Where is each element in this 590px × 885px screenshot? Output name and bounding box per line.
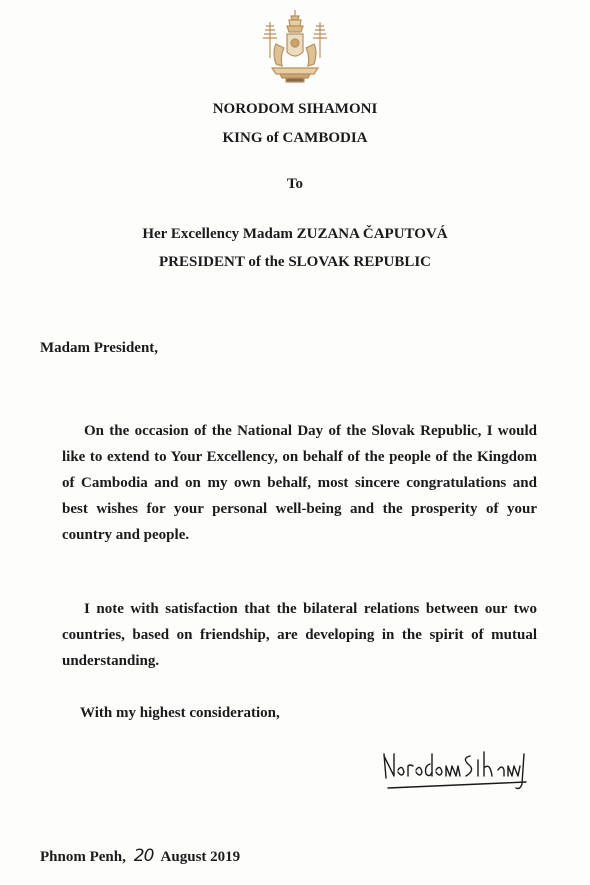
body-paragraph-2 [62, 596, 537, 674]
handwritten-signature-icon [380, 748, 530, 794]
closing: With my highest consideration, [80, 705, 280, 721]
recipient-title: PRESIDENT of the SLOVAK REPUBLIC [159, 254, 431, 270]
recipient-name: Her Excellency Madam ZUZANA ČAPUTOVÁ [142, 226, 448, 242]
body-paragraph-1 [62, 418, 537, 548]
body-paragraph-1-text: On the occasion of the National Day of the Slovak Republic, I would like to extend to Your Excellency, on behalf of the people of the Kingdom of Cambodia and on my own behalf, most sincere congratulations and best wishes for your personal well-being and the prosperity of your country and people. [62, 423, 537, 543]
date-day: 20 [133, 846, 154, 866]
sender-title: KING of CAMBODIA [222, 130, 368, 146]
place-date [40, 846, 240, 866]
date-month-year: August 2019 [160, 849, 241, 865]
salutation: Madam President, [40, 340, 159, 356]
body-paragraph-2-text: I note with satisfaction that the bilateral relations between our two countries, based on friendship, are developing in the spirit of mutual understanding. [62, 601, 537, 669]
royal-coat-of-arms-icon [258, 8, 332, 84]
to-label: To [286, 176, 304, 192]
place: Phnom Penh, [40, 849, 126, 865]
sender-name: NORODOM SIHAMONI [212, 101, 378, 117]
